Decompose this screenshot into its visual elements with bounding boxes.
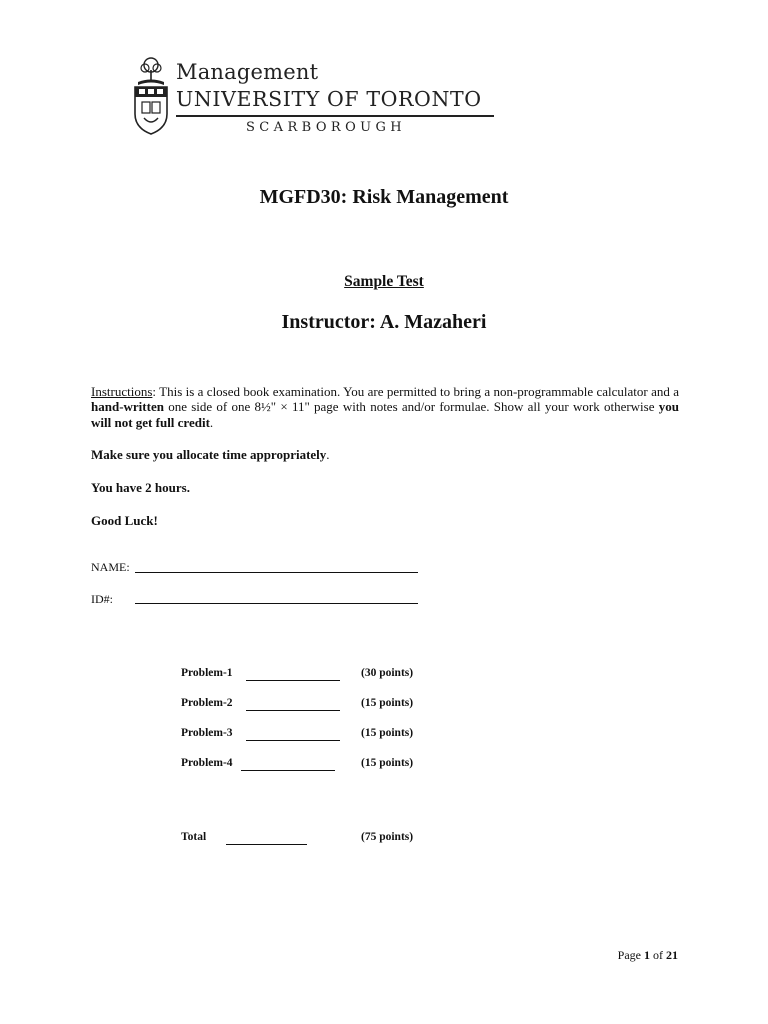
university-logo	[132, 56, 502, 140]
instructor-name: Instructor: A. Mazaheri	[281, 311, 487, 333]
page-word: Page	[617, 948, 641, 962]
problem-4-score-line[interactable]	[241, 770, 335, 771]
problem-3-score-line[interactable]	[246, 740, 340, 741]
duration-note: You have 2 hours.	[91, 480, 190, 495]
total-label: Total	[181, 831, 207, 843]
problem-3-label: Problem-3	[181, 727, 233, 739]
problem-1-points: (30 points)	[361, 667, 414, 679]
logo-university: UNIVERSITY OF TORONTO	[176, 87, 482, 111]
logo-department: Management	[176, 60, 319, 84]
problem-1-label: Problem-1	[181, 667, 233, 679]
logo-divider	[176, 115, 494, 117]
problem-3-points: (15 points)	[361, 727, 414, 739]
problem-2-label: Problem-2	[181, 697, 233, 709]
university-crest-icon	[132, 56, 170, 136]
problem-1-score-line[interactable]	[246, 680, 340, 681]
instructions-bold-2: you will not get full credit	[91, 399, 679, 430]
instructions-paragraph	[91, 384, 679, 430]
total-score-line[interactable]	[226, 844, 307, 845]
problem-4-points: (15 points)	[361, 757, 414, 769]
time-note-tail: .	[326, 447, 330, 462]
good-luck-note: Good Luck!	[91, 513, 158, 528]
logo-campus: SCARBOROUGH	[246, 120, 407, 135]
problem-4-label: Problem-4	[181, 757, 233, 769]
problem-2-points: (15 points)	[361, 697, 414, 709]
instructions-bold-1: hand-written	[91, 399, 164, 415]
page-number	[618, 948, 678, 963]
time-allocation-note	[91, 447, 330, 463]
id-label: ID#:	[91, 592, 113, 606]
instructions-text-3: .	[209, 414, 214, 430]
page-of-word: of	[653, 948, 663, 962]
total-points: (75 points)	[361, 831, 414, 843]
problem-2-score-line[interactable]	[246, 710, 340, 711]
name-field-line[interactable]	[135, 572, 418, 573]
instructions-label: Instructions	[91, 384, 153, 399]
name-label: NAME:	[91, 560, 130, 574]
page-current: 1	[644, 948, 650, 962]
course-title: MGFD30: Risk Management	[259, 186, 509, 208]
id-field-line[interactable]	[135, 603, 418, 604]
test-subtitle: Sample Test	[344, 273, 424, 290]
instructions-text-1: : This is a closed book examination. You are permitted to bring a non-programmable calculator and a	[152, 384, 679, 399]
instructions-text-2: one side of one 8½" × 11" page with notes and/or formulae. Show all your work otherwise	[163, 399, 659, 415]
time-note-bold: Make sure you allocate time appropriately	[91, 447, 327, 462]
page-total: 21	[666, 948, 678, 962]
